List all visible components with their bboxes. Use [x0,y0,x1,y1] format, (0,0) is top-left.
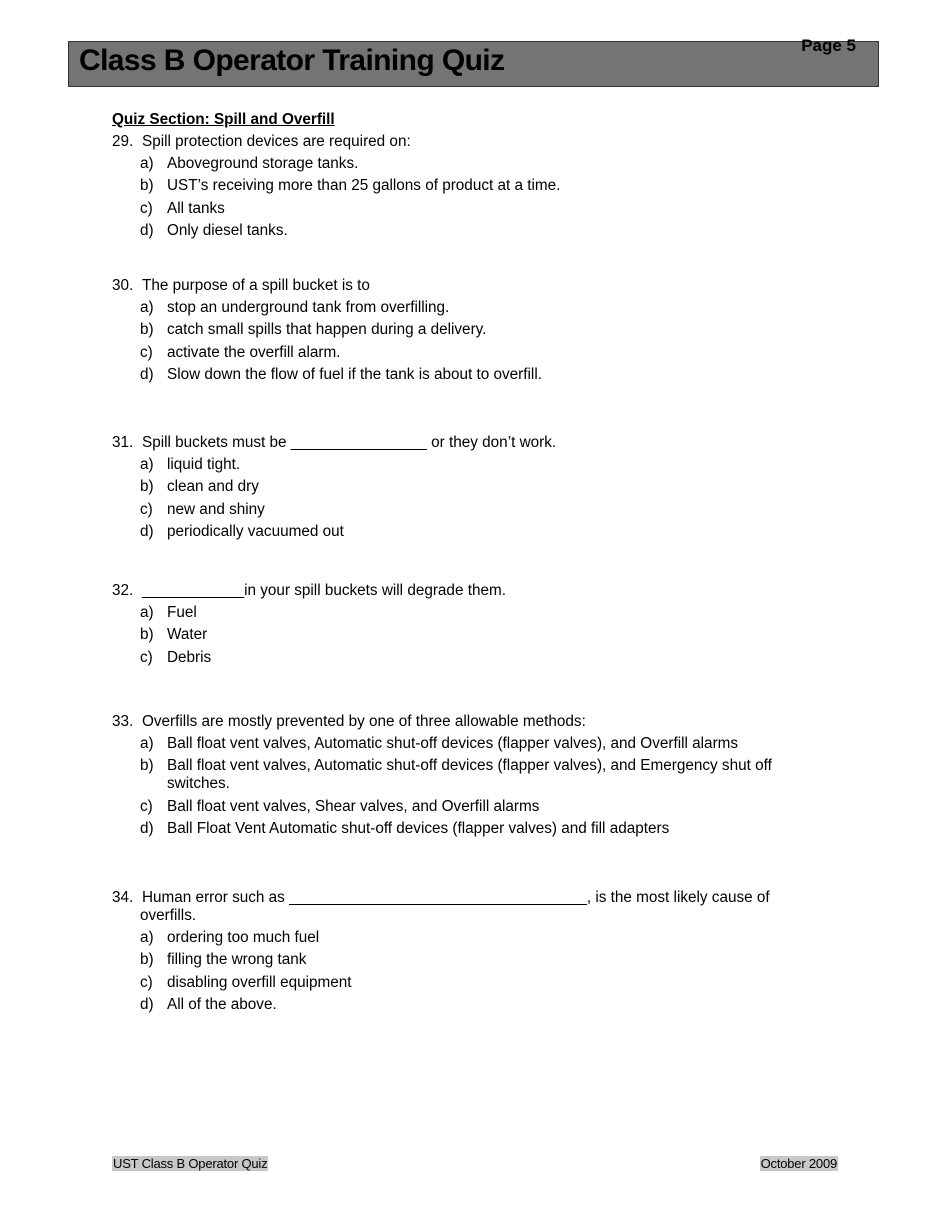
question-29 [112,133,812,245]
answer-option[interactable]: b) filling the wrong tank [140,951,307,969]
answer-option[interactable]: d) All of the above. [140,996,277,1014]
answer-option[interactable]: c) disabling overfill equipment [140,973,352,991]
footer-document-name: UST Class B Operator Quiz [113,1156,268,1171]
question-33 [112,713,812,843]
answer-options [140,929,812,1014]
answer-option[interactable]: d) periodically vacuumed out [140,523,344,541]
question-text-continued: overfills. [140,907,197,924]
answer-option[interactable]: d) Slow down the flow of fuel if the tank is about to overfill. [140,366,542,384]
answer-options [140,299,812,384]
answer-option[interactable]: d) Ball Float Vent Automatic shut-off devices (flapper valves) and fill adapters [140,820,670,838]
answer-option[interactable]: a) Aboveground storage tanks. [140,155,359,172]
question-30 [112,277,812,389]
question-text: Spill buckets must be ________________ or they don’t work. [142,434,557,451]
page-number: Page 5 [801,36,856,55]
question-number: 34. [112,889,134,906]
question-32 [112,582,812,671]
section-title: Quiz Section: Spill and Overfill [112,111,335,128]
answer-option[interactable]: b) clean and dry [140,478,259,496]
answer-options [140,604,812,667]
question-34 [112,889,812,1019]
answer-option[interactable]: a) liquid tight. [140,456,241,473]
answer-option[interactable]: c) All tanks [140,199,225,217]
quiz-content [112,111,812,1014]
answer-option[interactable]: c) new and shiny [140,500,265,518]
answer-option[interactable]: d) Only diesel tanks. [140,222,288,240]
answer-option[interactable]: b) catch small spills that happen during a delivery. [140,321,487,339]
footer-date: October 2009 [760,1156,837,1171]
answer-option[interactable]: a) stop an underground tank from overfilling. [140,299,450,316]
answer-option[interactable]: c) activate the overfill alarm. [140,343,341,361]
answer-option[interactable]: b) UST’s receiving more than 25 gallons of product at a time. [140,177,561,195]
answer-option[interactable]: a) Fuel [140,604,197,621]
header-bar [68,36,879,87]
question-text: The purpose of a spill bucket is to [142,277,370,294]
document-title: Class B Operator Training Quiz [79,44,505,77]
answer-option[interactable]: a) Ball float vent valves, Automatic shut-off devices (flapper valves), and Overfill alarms [140,735,739,752]
question-number: 33. [112,713,134,730]
question-number: 30. [112,277,134,294]
answer-option[interactable]: c) Ball float vent valves, Shear valves, and Overfill alarms [140,797,540,815]
answer-options [140,456,812,541]
question-31 [112,434,812,546]
answer-options [140,735,812,838]
question-number: 29. [112,133,134,150]
answer-option[interactable]: c) Debris [140,648,212,666]
answer-option[interactable]: b) Water [140,626,208,644]
question-text: ____________in your spill buckets will degrade them. [142,582,506,599]
question-text: Human error such as ___________________________________, is the most likely cause of [142,889,770,906]
question-number: 32. [112,582,134,599]
answer-options [140,155,812,240]
question-text: Overfills are mostly prevented by one of three allowable methods: [142,713,586,730]
answer-option[interactable]: a) ordering too much fuel [140,929,320,946]
answer-option[interactable]: b) Ball float vent valves, Automatic shut-off devices (flapper valves), and Emergency shut off switches. [140,757,772,793]
question-number: 31. [112,434,134,451]
question-text: Spill protection devices are required on: [142,133,411,150]
